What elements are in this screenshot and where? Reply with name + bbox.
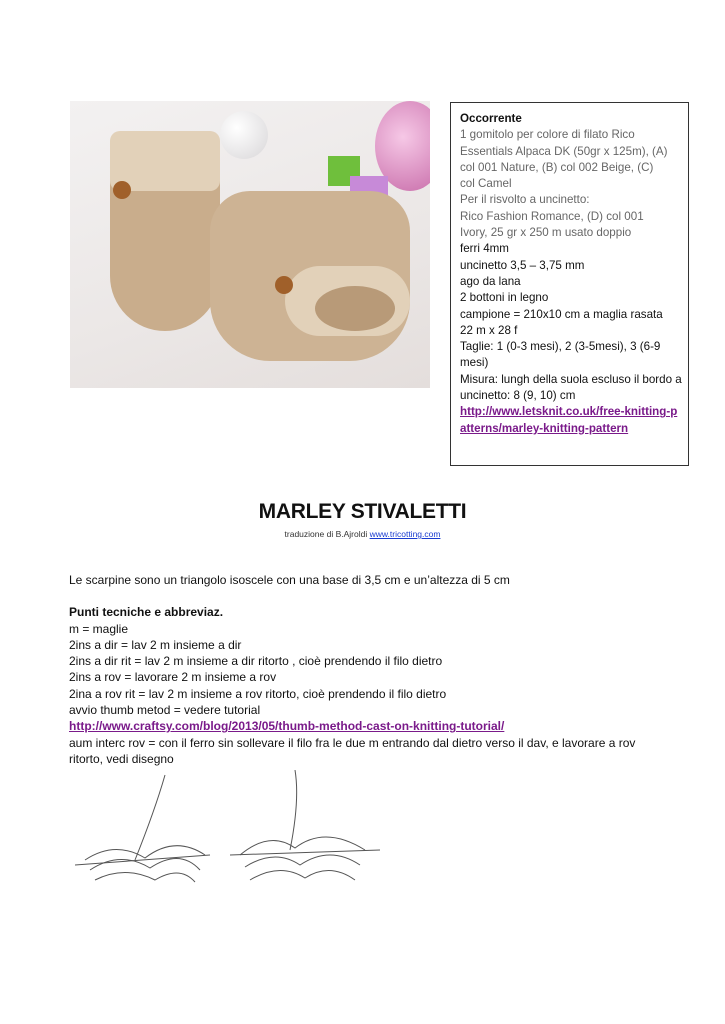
body-text bbox=[69, 572, 669, 767]
material-line: 22 m x 28 f bbox=[460, 323, 518, 337]
material-line: 1 gomitolo per colore di filato Rico bbox=[460, 128, 635, 142]
tricotting-link[interactable]: www.tricotting.com bbox=[369, 529, 441, 539]
material-line: Misura: lungh della suola escluso il bordo a uncinetto: 8 (9, 10) cm bbox=[460, 372, 682, 403]
material-line: uncinetto 3,5 – 3,75 mm bbox=[460, 258, 585, 272]
yarn-strand-2 bbox=[290, 770, 297, 850]
material-line: ferri 4mm bbox=[460, 242, 509, 256]
material-line: Ivory, 25 gr x 250 m usato doppio bbox=[460, 226, 632, 240]
material-line: 2 bottoni in legno bbox=[460, 291, 549, 305]
abbreviation-line: m = maglie bbox=[69, 621, 129, 636]
material-line: Taglie: 1 (0-3 mesi), 2 (3-5mesi), 3 (6-9 mesi) bbox=[460, 340, 661, 370]
letsknit-pattern-link[interactable]: http://www.letsknit.co.uk/free-knitting-patterns/marley-knitting-pattern bbox=[460, 405, 678, 435]
abbreviation-line: avvio thumb metod = vedere tutorial bbox=[69, 703, 261, 718]
material-line: Essentials Alpaca DK (50gr x 125m), (A) bbox=[460, 144, 668, 158]
translator-credit: traduzione di B.Ajroldi bbox=[284, 529, 368, 539]
abbreviation-line: 2ins a rov = lavorare 2 m insieme a rov bbox=[69, 670, 277, 685]
baby-booties-photo bbox=[70, 101, 430, 388]
craftsy-tutorial-link[interactable]: http://www.craftsy.com/blog/2013/05/thumb-method-cast-on-knitting-tutorial/ bbox=[69, 719, 505, 734]
aum-interc-description: aum interc rov = con il ferro sin sollevare il filo fra le due m entrando dal dietro verso il dav, e lavorare a rov ritorto, vedi disegno bbox=[69, 735, 636, 766]
subtitle bbox=[0, 529, 725, 539]
material-line: ago da lana bbox=[460, 274, 521, 288]
material-line: Per il risvolto a uncinetto: bbox=[460, 193, 590, 207]
material-line: col 001 Nature, (B) col 002 Beige, (C) bbox=[460, 160, 654, 174]
material-line: campione = 210x10 cm a maglia rasata bbox=[460, 307, 663, 321]
material-line: col Camel bbox=[460, 177, 512, 191]
materials-box bbox=[450, 102, 689, 466]
section-heading: Punti tecniche e abbreviaz. bbox=[69, 605, 224, 620]
page-title: MARLEY STIVALETTI bbox=[258, 500, 467, 523]
abbreviation-line: 2ina a rov rit = lav 2 m insieme a rov ritorto, cioè prendendo il filo dietro bbox=[69, 686, 447, 701]
abbreviation-line: 2ins a dir rit = lav 2 m insieme a dir ritorto , cioè prendendo il filo dietro bbox=[69, 654, 443, 669]
yarn-strand-1 bbox=[135, 775, 165, 860]
knitting-increase-illustration bbox=[75, 770, 395, 895]
needle-right-1 bbox=[230, 850, 380, 855]
intro-paragraph: Le scarpine sono un triangolo isoscele con una base di 3,5 cm e un’altezza di 5 cm bbox=[69, 573, 510, 587]
abbreviation-line: 2ins a dir = lav 2 m insieme a dir bbox=[69, 637, 242, 652]
materials-heading: Occorrente bbox=[460, 112, 522, 125]
material-line: Rico Fashion Romance, (D) col 001 bbox=[460, 209, 644, 223]
